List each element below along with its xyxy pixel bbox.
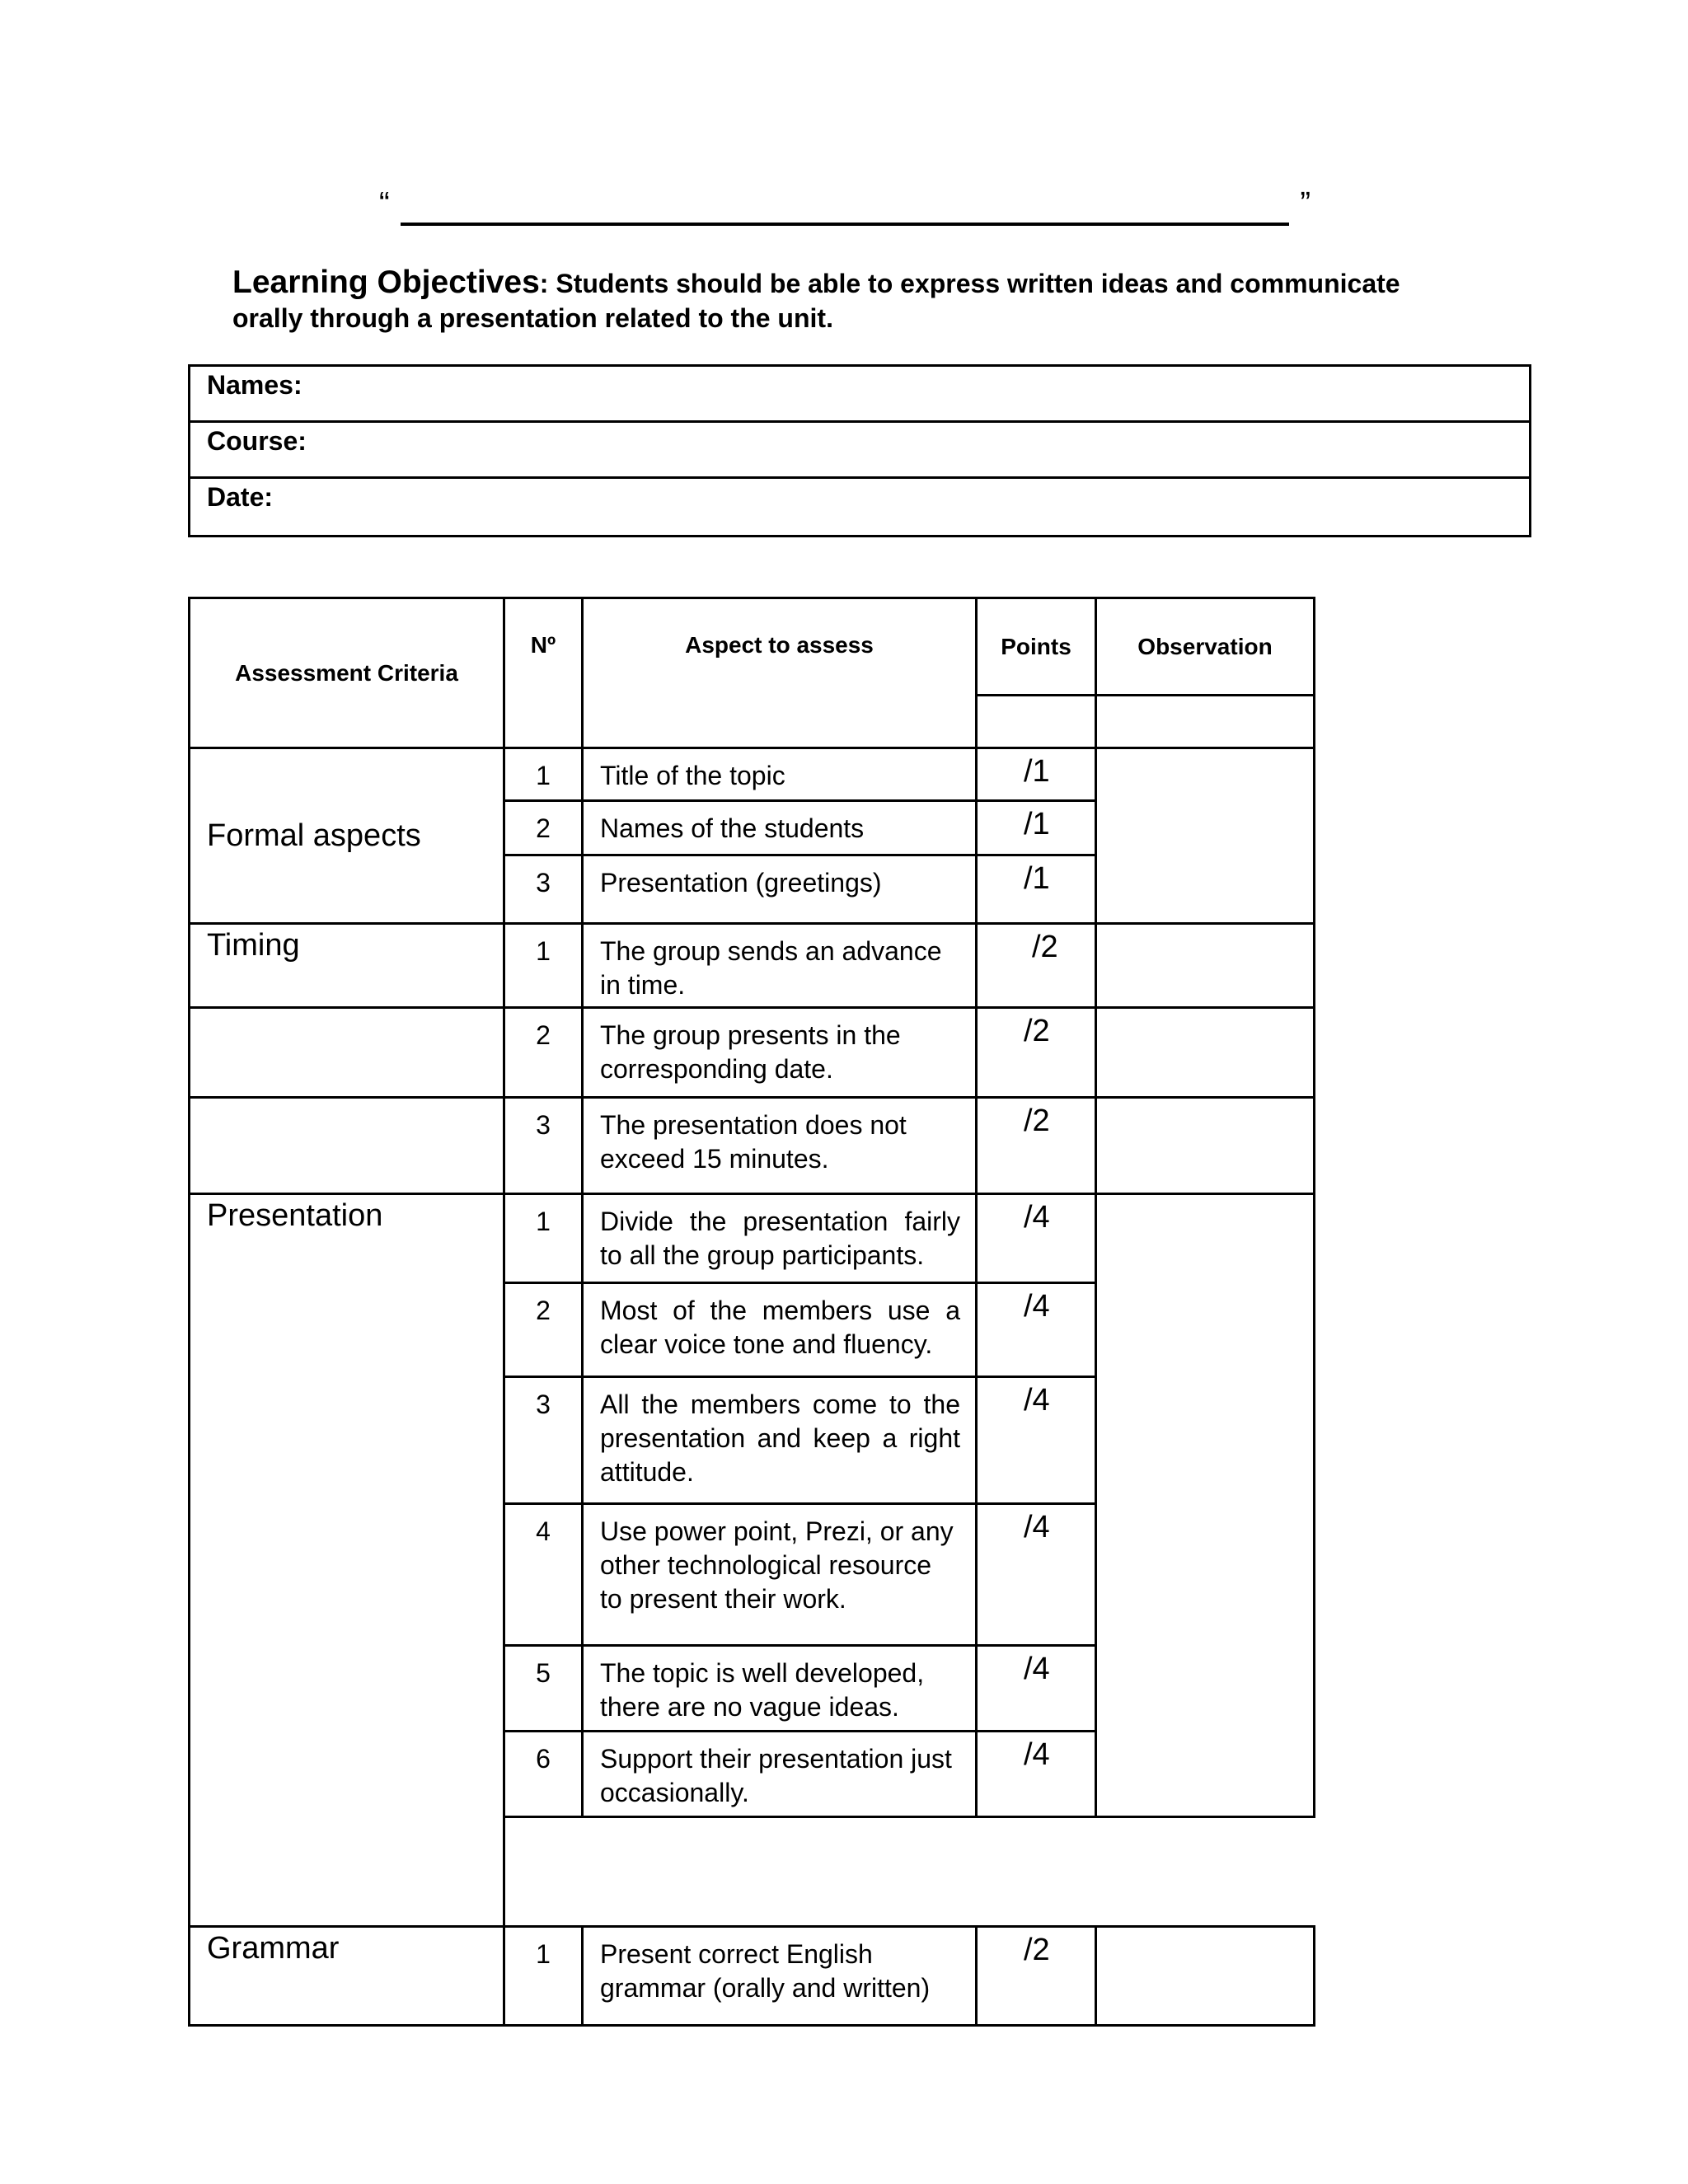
names-field[interactable] <box>190 367 1529 423</box>
aspect-text: Names of the students <box>583 801 977 855</box>
student-info-table <box>188 364 1531 537</box>
aspect-text: The group sends an advance in time. <box>583 924 977 1008</box>
observation-cell[interactable] <box>1096 1194 1315 1817</box>
table-row <box>190 1927 1315 2026</box>
points-value[interactable]: /2 <box>977 1927 1096 2026</box>
course-field[interactable] <box>190 423 1529 479</box>
criteria-formal-aspects: Formal aspects <box>190 748 504 924</box>
table-row <box>190 1098 1315 1194</box>
rubric-table <box>188 597 1315 2027</box>
header-aspect: Aspect to assess <box>583 598 977 748</box>
close-quote: ” <box>1300 186 1311 221</box>
row-number: 1 <box>504 1927 583 2026</box>
row-number: 2 <box>504 1008 583 1098</box>
table-row <box>190 748 1315 801</box>
observation-cell[interactable] <box>1096 1927 1315 2026</box>
aspect-text: Most of the members use a clear voice tone and fluency. <box>583 1283 977 1377</box>
aspect-text: The topic is well developed, there are no vague ideas. <box>583 1646 977 1732</box>
topic-title-blank <box>379 188 1311 229</box>
row-number: 3 <box>504 855 583 924</box>
open-quote: “ <box>379 186 390 221</box>
table-row <box>190 924 1315 1008</box>
header-observation: Observation <box>1096 598 1315 696</box>
points-value[interactable]: /2 <box>977 1008 1096 1098</box>
row-number: 1 <box>504 1194 583 1283</box>
criteria-empty-cell <box>190 1008 504 1098</box>
points-value[interactable]: /2 <box>977 1098 1096 1194</box>
points-value[interactable]: /1 <box>977 855 1096 924</box>
table-row <box>190 1194 1315 1283</box>
course-label: Course: <box>207 426 307 456</box>
observation-cell[interactable] <box>1096 1098 1315 1194</box>
criteria-presentation: Presentation <box>190 1194 504 1927</box>
row-number: 2 <box>504 801 583 855</box>
observation-cell[interactable] <box>1096 748 1315 924</box>
aspect-text: Present correct English grammar (orally and written) <box>583 1927 977 2026</box>
date-label: Date: <box>207 482 274 512</box>
aspect-text: The presentation does not exceed 15 minutes. <box>583 1098 977 1194</box>
names-label: Names: <box>207 370 302 400</box>
criteria-grammar: Grammar <box>190 1927 504 2026</box>
aspect-text: Divide the presentation fairly to all the group participants. <box>583 1194 977 1283</box>
points-value[interactable]: /4 <box>977 1194 1096 1283</box>
header-points: Points <box>977 598 1096 696</box>
criteria-timing: Timing <box>190 924 504 1008</box>
learning-objectives <box>232 265 1469 335</box>
header-criteria: Assessment Criteria <box>190 598 504 748</box>
points-subheader-cell[interactable] <box>977 696 1096 748</box>
row-number: 5 <box>504 1646 583 1732</box>
row-number: 6 <box>504 1732 583 1817</box>
rubric-header-row <box>190 598 1315 696</box>
aspect-text: The group presents in the corresponding date. <box>583 1008 977 1098</box>
points-value[interactable]: /1 <box>977 801 1096 855</box>
spacer-cell <box>504 1817 1315 1927</box>
criteria-empty-cell <box>190 1098 504 1194</box>
aspect-text: Presentation (greetings) <box>583 855 977 924</box>
learning-objectives-text: : Students should be able to express written ideas and communicate orally through a presentation related to the unit. <box>232 269 1400 333</box>
title-blank-rule <box>401 223 1289 226</box>
row-number: 2 <box>504 1283 583 1377</box>
row-number: 4 <box>504 1504 583 1646</box>
learning-objectives-label: Learning Objectives <box>232 265 540 300</box>
date-field[interactable] <box>190 479 1529 535</box>
observation-subheader-cell[interactable] <box>1096 696 1315 748</box>
points-value[interactable]: /4 <box>977 1377 1096 1504</box>
points-value[interactable]: /2 <box>977 924 1096 1008</box>
row-number: 3 <box>504 1377 583 1504</box>
row-number: 1 <box>504 748 583 801</box>
observation-cell[interactable] <box>1096 1008 1315 1098</box>
aspect-text: Title of the topic <box>583 748 977 801</box>
aspect-text: All the members come to the presentation and keep a right attitude. <box>583 1377 977 1504</box>
points-value[interactable]: /4 <box>977 1283 1096 1377</box>
aspect-text: Support their presentation just occasionally. <box>583 1732 977 1817</box>
points-value[interactable]: /4 <box>977 1646 1096 1732</box>
observation-cell[interactable] <box>1096 924 1315 1008</box>
row-number: 1 <box>504 924 583 1008</box>
points-value[interactable]: /4 <box>977 1732 1096 1817</box>
aspect-text: Use power point, Prezi, or any other technological resource to present their work. <box>583 1504 977 1646</box>
points-value[interactable]: /1 <box>977 748 1096 801</box>
header-number: Nº <box>504 598 583 748</box>
table-row <box>190 1008 1315 1098</box>
points-value[interactable]: /4 <box>977 1504 1096 1646</box>
row-number: 3 <box>504 1098 583 1194</box>
